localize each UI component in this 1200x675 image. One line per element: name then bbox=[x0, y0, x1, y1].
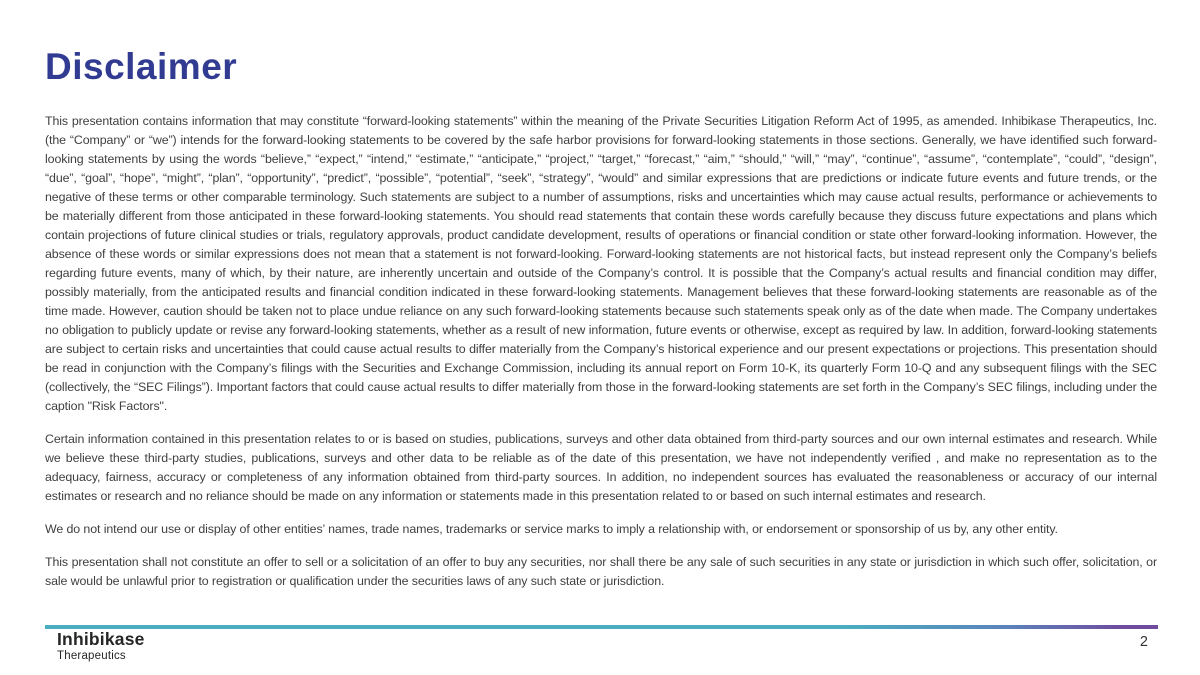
logo-therapeutics-label: Therapeutics bbox=[57, 649, 126, 662]
no-offer-paragraph: This presentation shall not constitute an offer to sell or a solicitation of an offer to buy any securities, nor shall there be any sale of such securities in any state or jurisdiction in which such offer, solicitation, or sale would be unlawful prior to registration or qualification under the securities laws of any such state or jurisdiction. bbox=[45, 555, 1157, 588]
inhibikase-logo bbox=[57, 631, 145, 662]
page-number: 2 bbox=[1139, 634, 1148, 650]
forward-looking-statements-paragraph: This presentation contains information that may constitute “forward-looking statements” within the meaning of the Private Securities Litigation Reform Act of 1995, as amended. Inhibikase Therapeutics, Inc. (the “Company” or “we”) intends for the forward-looking statements to be covered by the safe harbor provisions for forward-looking statements in those sections. Generally, we have identified such forward-looking statements by using the words “believe,” “expect,” “intend,” “estimate,” “anticipate,” “project,” “target,” “forecast,” “aim,” “should,” “will,” “may”, “continue”, “assume”, “contemplate”, “could”, “design”, “due”, “goal”, “hope”, “might”, “plan”, “opportunity”, “predict”, “possible”, “potential”, “seek”, “strategy”, “would” and similar expressions that are predictions or indicate future events and future trends, or the negative of these terms or other comparable terminology. Such statements are subject to a number of assumptions, risks and uncertainties which may cause actual results, performance or achievements to be materially different from those anticipated in these forward-looking statements. You should read statements that contain these words carefully because they discuss future expectations and plans which contain projections of future clinical studies or trials, regulatory approvals, product candidate development, results of operations or financial condition or state other forward-looking information. However, the absence of these words or similar expressions does not mean that a statement is not forward-looking. Forward-looking statements are not historical facts, but instead represent only the Company’s beliefs regarding future events, many of which, by their nature, are inherently uncertain and outside of the Company’s control. It is possible that the Company’s actual results and financial condition may differ, possibly materially, from the anticipated results and financial condition indicated in these forward-looking statements. Management believes that these forward-looking statements are reasonable as of the time made. However, caution should be taken not to place undue reliance on any such forward-looking statements because such statements speak only as of the date when made. The Company undertakes no obligation to publicly update or revise any forward-looking statements, whether as a result of new information, future events or otherwise, except as required by law. In addition, forward-looking statements are subject to certain risks and uncertainties that could cause actual results to differ materially from the Company’s historical experience and our present expectations or projections. This presentation should be read in conjunction with the Company’s filings with the Securities and Exchange Commission, including its annual report on Form 10-K, its quarterly Form 10-Q and any subsequent filings with the SEC (collectively, the “SEC Filings”). Important factors that could cause actual results to differ materially from those in the forward-looking statements are set forth in the Company’s SEC filings, including under the caption "Risk Factors". bbox=[45, 114, 1157, 413]
third-party-data-paragraph: Certain information contained in this presentation relates to or is based on studies, publications, surveys and other data obtained from third-party sources and our own internal estimates and research. While we believe these third-party studies, publications, surveys and other data to be reliable as of the date of this presentation, we have not independently verified , and make no representation as to the adequacy, fairness, accuracy or completeness of any information obtained from third-party sources. In addition, no independent sources has evaluated the reasonableness or accuracy of our internal estimates or research and no reliance should be made on any information or statements made in this presentation related to or based on such internal estimates and research. bbox=[45, 432, 1157, 503]
footer-divider bbox=[45, 625, 1158, 629]
logo-company-name: Inhibikase bbox=[57, 629, 145, 649]
trademarks-paragraph: We do not intend our use or display of other entities’ names, trade names, trademarks or service marks to imply a relationship with, or endorsement or sponsorship of us by, any other entity. bbox=[45, 522, 1058, 536]
page-title: Disclaimer bbox=[45, 46, 238, 87]
disclaimer-body bbox=[45, 112, 1157, 612]
